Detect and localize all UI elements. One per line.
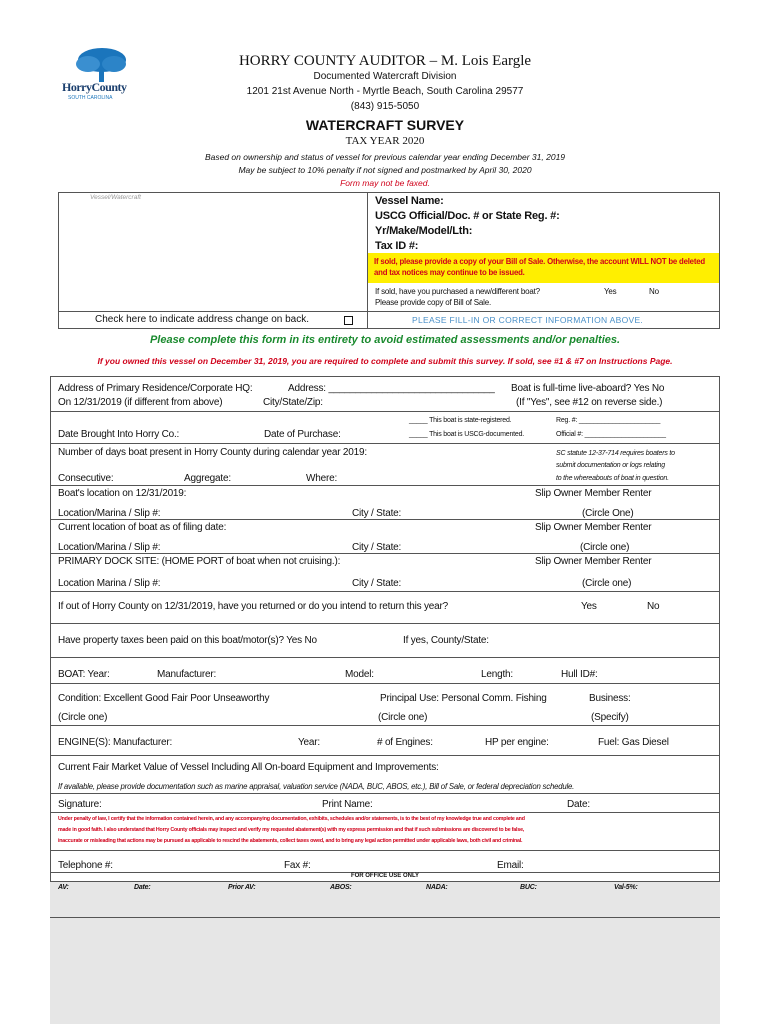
liveaboard-note: (If "Yes", see #12 on reverse side.) xyxy=(516,397,663,408)
owned-vessel-instruction: If you owned this vessel on December 31, 2019, you are required to complete and submit this survey. If sold, see #1 & #7 on Instructions Page. xyxy=(97,356,673,366)
email-field[interactable]: Email: xyxy=(497,860,524,871)
address-change-checkbox[interactable] xyxy=(344,316,353,325)
date-purchase-field[interactable]: Date of Purchase: xyxy=(264,429,341,440)
fuel-options[interactable]: Fuel: Gas Diesel xyxy=(598,737,669,748)
where-field[interactable]: Where: xyxy=(306,473,338,484)
auditor-title: HORRY COUNTY AUDITOR – M. Lois Eargle xyxy=(238,53,532,69)
office-nada: NADA: xyxy=(426,884,448,891)
location-1231-label: Boat's location on 12/31/2019: xyxy=(58,488,187,499)
office-av: AV: xyxy=(58,884,69,891)
return-question: If out of Horry County on 12/31/2019, have you returned or do you intend to return this year? xyxy=(58,601,448,612)
logo-text: HorryCounty xyxy=(62,80,127,94)
circle-one-note-2: (Circle one) xyxy=(580,542,630,553)
principal-use-options[interactable]: Principal Use: Personal Comm. Fishing xyxy=(380,693,547,704)
office-buc: BUC: xyxy=(520,884,537,891)
boat-manufacturer-field[interactable]: Manufacturer: xyxy=(157,669,217,680)
condition-circle-note: (Circle one) xyxy=(58,712,108,723)
condition-options[interactable]: Condition: Excellent Good Fair Poor Unseaworthy xyxy=(58,693,270,704)
slip-owner-options-1[interactable]: Slip Owner Member Renter xyxy=(535,488,652,499)
penalty-note: May be subject to 10% penalty if not signed and postmarked by April 30, 2020 xyxy=(238,165,532,175)
ownership-note: Based on ownership and status of vessel for previous calendar year ending December 31, 2019 xyxy=(204,152,566,162)
division-phone: (843) 915-5050 xyxy=(350,101,420,112)
form-title: WATERCRAFT SURVEY xyxy=(305,117,465,133)
boat-length-field[interactable]: Length: xyxy=(481,669,513,680)
purchased-no[interactable]: No xyxy=(649,287,659,296)
marina-slip-field-1[interactable]: Location/Marina / Slip #: xyxy=(58,508,161,519)
logo-subtext: SOUTH CAROLINA xyxy=(68,95,113,101)
statute-line-3: to the whereabouts of boat in question. xyxy=(556,475,669,482)
address-change-label: Check here to indicate address change on back. xyxy=(95,314,310,325)
purchased-yes[interactable]: Yes xyxy=(604,287,617,296)
signature-date-field[interactable]: Date: xyxy=(567,799,590,810)
complete-form-instruction: Please complete this form in its entirety to avoid estimated assessments and/or penalties. xyxy=(149,334,621,346)
bill-of-sale-note: Please provide copy of Bill of Sale. xyxy=(375,298,491,307)
residence-sublabel: On 12/31/2019 (if different from above) xyxy=(58,397,223,408)
office-date: Date: xyxy=(134,884,151,891)
horsepower-field[interactable]: HP per engine: xyxy=(485,737,549,748)
city-state-zip-field[interactable]: City/State/Zip: xyxy=(263,397,323,408)
division-name: Documented Watercraft Division xyxy=(313,71,457,82)
liveaboard-question: Boat is full-time live-aboard? Yes No xyxy=(511,383,665,394)
county-state-field[interactable]: If yes, County/State: xyxy=(403,635,489,646)
statute-line-2: submit documentation or logs relating xyxy=(556,462,665,469)
city-state-field-2[interactable]: City / State: xyxy=(352,542,402,553)
signature-field[interactable]: Signature: xyxy=(58,799,102,810)
penalty-of-law-line-2: made in good faith. I also understand that Horry County officials may inspect and verify my requested abatement(s) with my express permission and that if such submissions are discovered to be false, xyxy=(58,827,525,833)
return-no[interactable]: No xyxy=(647,601,660,612)
use-circle-note: (Circle one) xyxy=(378,712,428,723)
official-number-field[interactable]: Official #: ______________________ xyxy=(556,431,666,438)
market-value-field[interactable]: Current Fair Market Value of Vessel Including All On-board Equipment and Improvements: xyxy=(58,762,439,773)
current-location-label: Current location of boat as of filing date: xyxy=(58,522,227,533)
business-specify-note: (Specify) xyxy=(591,712,629,723)
engine-year-field[interactable]: Year: xyxy=(298,737,320,748)
penalty-of-law-line-3: inaccurate or misleading that actions may be pursued as applicable to rescind the abatements, collect taxes owed, and to bring any legal action permitted under applicable laws, both civil and criminal. xyxy=(58,838,523,844)
fill-in-note: PLEASE FILL-IN OR CORRECT INFORMATION ABOVE. xyxy=(412,315,644,325)
engine-count-field[interactable]: # of Engines: xyxy=(377,737,433,748)
tax-year: TAX YEAR 2020 xyxy=(345,135,425,147)
statute-line-1: SC statute 12-37-714 requires boaters to xyxy=(556,450,675,457)
uscg-label: USCG Official/Doc. # or State Reg. #: xyxy=(375,210,560,222)
marina-slip-field-3[interactable]: Location Marina / Slip #: xyxy=(58,578,161,589)
fax-field[interactable]: Fax #: xyxy=(284,860,311,871)
taxes-paid-question: Have property taxes been paid on this boat/motor(s)? Yes No xyxy=(58,635,317,646)
city-state-field-1[interactable]: City / State: xyxy=(352,508,402,519)
office-prior-av: Prior AV: xyxy=(228,884,256,891)
state-registered-option[interactable]: _____ This boat is state-registered. xyxy=(409,417,512,424)
return-yes[interactable]: Yes xyxy=(581,601,597,612)
address-field[interactable]: Address: _______________________________ xyxy=(288,383,495,394)
city-state-field-3[interactable]: City / State: xyxy=(352,578,402,589)
print-name-field[interactable]: Print Name: xyxy=(322,799,373,810)
purchased-question: If sold, have you purchased a new/different boat? xyxy=(375,287,540,296)
reg-number-field[interactable]: Reg. #: ______________________ xyxy=(556,417,661,424)
office-abos: ABOS: xyxy=(330,884,352,891)
boat-year-field[interactable]: BOAT: Year: xyxy=(58,669,110,680)
vessel-watercraft-label: Vessel/Watercraft xyxy=(90,194,141,201)
office-use-box xyxy=(50,882,720,1024)
telephone-field[interactable]: Telephone #: xyxy=(58,860,113,871)
penalty-of-law-line-1: Under penalty of law, I certify that the information contained herein, and any accompanying documentation, exhibits, schedules and/or statements, is to the best of my knowledge true and complete and xyxy=(58,816,525,822)
residence-label: Address of Primary Residence/Corporate HQ: xyxy=(58,383,253,394)
date-brought-field[interactable]: Date Brought Into Horry Co.: xyxy=(58,429,180,440)
office-val: Val-5%: xyxy=(614,884,638,891)
days-present-label: Number of days boat present in Horry County during calendar year 2019: xyxy=(58,447,367,458)
slip-owner-options-3[interactable]: Slip Owner Member Renter xyxy=(535,556,652,567)
marina-slip-field-2[interactable]: Location/Marina / Slip #: xyxy=(58,542,161,553)
consecutive-field[interactable]: Consecutive: xyxy=(58,473,114,484)
circle-one-note-1: (Circle One) xyxy=(582,508,634,519)
value-documentation-note: If available, please provide documentation such as marine appraisal, valuation service (NADA, BUC, ABOS, etc.), Bill of Sale, or federal depreciation schedule. xyxy=(58,782,575,791)
business-use-field[interactable]: Business: xyxy=(589,693,631,704)
vessel-name-label: Vessel Name: xyxy=(375,195,444,207)
sold-warning-text: If sold, please provide a copy of your Bill of Sale. Otherwise, the account WILL NOT be deleted and tax notices may continue to be issued. xyxy=(374,257,705,277)
tax-id-label: Tax ID #: xyxy=(375,240,419,252)
yr-make-label: Yr/Make/Model/Lth: xyxy=(375,225,473,237)
aggregate-field[interactable]: Aggregate: xyxy=(184,473,231,484)
division-address: 1201 21st Avenue North - Myrtle Beach, South Carolina 29577 xyxy=(246,86,524,97)
slip-owner-options-2[interactable]: Slip Owner Member Renter xyxy=(535,522,652,533)
boat-model-field[interactable]: Model: xyxy=(345,669,374,680)
engine-manufacturer-field[interactable]: ENGINE(S): Manufacturer: xyxy=(58,737,173,748)
uscg-documented-option[interactable]: _____ This boat is USCG-documented. xyxy=(409,431,525,438)
office-use-title: FOR OFFICE USE ONLY xyxy=(350,873,420,879)
hull-id-field[interactable]: Hull ID#: xyxy=(561,669,598,680)
circle-one-note-3: (Circle one) xyxy=(582,578,632,589)
no-fax-note: Form may not be faxed. xyxy=(340,178,430,188)
primary-dock-label: PRIMARY DOCK SITE: (HOME PORT of boat when not cruising.): xyxy=(58,556,341,567)
